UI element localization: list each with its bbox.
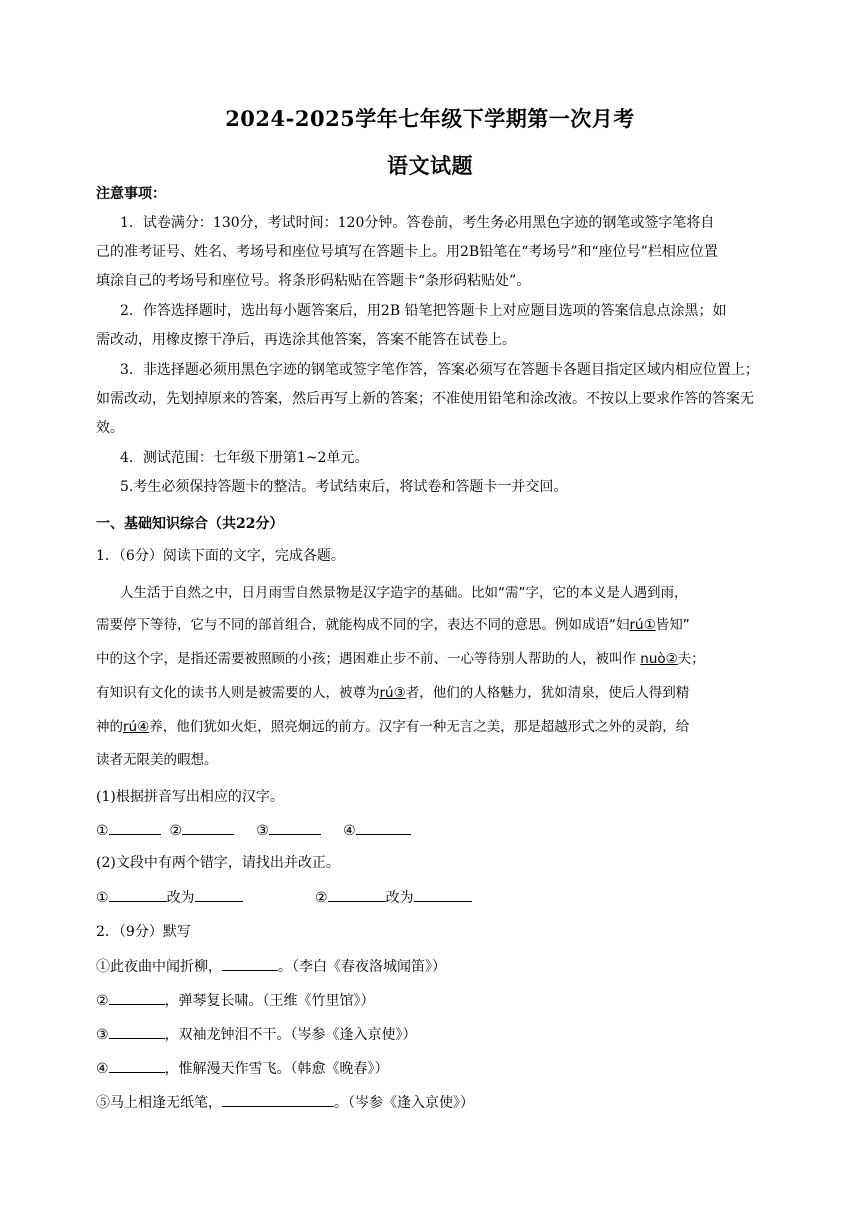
question-1-2-answers (96, 887, 768, 908)
passage-text: 需要停下等待，它与不同的部首组合，就能构成不同的字，表达不同的意思。例如成语“妇 (96, 617, 630, 633)
exam-title: 2024-2025学年七年级下学期第一次月考 (225, 106, 635, 131)
dictation-blank-1[interactable] (222, 956, 278, 971)
dictation-blank-2[interactable] (109, 990, 165, 1005)
passage-text: 者，他们的人格魅力，犹如清泉，使后人得到精 (405, 685, 690, 701)
notice-item-1-line-2: 己的准考证号、姓名、考场号和座位号填写在答题卡上。用2B铅笔在“考场号”和“座位号”栏相应位置 (96, 244, 718, 260)
passage-text: 中的这个字，是指还需要被照顾的小孩；遇困难止步不前、一心等待别人帮助的人，被叫作 (96, 651, 636, 667)
dictation-text: 。（李白《春夜洛城闻笛》） (278, 959, 446, 975)
dictation-item-5 (96, 1092, 768, 1113)
passage-text: 夫； (677, 651, 705, 667)
dictation-blank-4[interactable] (109, 1058, 165, 1073)
exam-subtitle: 语文试题 (387, 153, 473, 178)
notice-item-3-line-2: 如需改动，先划掉原来的答案，然后再写上新的答案；不准使用铅笔和涂改液。不按以上要求作答的答案无 (96, 391, 754, 407)
dictation-item-4 (96, 1058, 768, 1079)
passage-text: 皆知” (655, 617, 690, 633)
answer-blank-2[interactable] (182, 820, 234, 835)
passage-text: 养，他们犹如火炬，照亮炯远的前方。汉字有一种无言之美，那是超越形式之外的灵韵，给 (149, 719, 690, 735)
dictation-text: ④ (96, 1061, 109, 1077)
dictation-text: 。（岑参《逢入京使》） (334, 1095, 474, 1111)
dictation-item-1 (96, 956, 768, 977)
answer-label-1: ① (96, 823, 109, 839)
passage-line-4 (96, 683, 768, 703)
passage-text: 神的 (96, 719, 123, 735)
pinyin-blank-1: rú① (629, 617, 656, 633)
correction-right-1[interactable] (195, 887, 243, 902)
pinyin-blank-4: rú④ (123, 719, 150, 735)
answer-label-2: ② (169, 823, 183, 839)
notice-item-1-line-3: 填涂自己的考场号和座位号。将条形码粘贴在答题卡“条形码粘贴处”。 (96, 273, 531, 289)
dictation-item-3 (96, 1024, 768, 1045)
passage-line-1: 人生活于自然之中，日月雨雪自然景物是汉字造字的基础。比如“需”字，它的本义是人遇到雨， (120, 585, 688, 601)
section-1-heading: 一、基础知识综合（共22分） (96, 516, 284, 532)
answer-blank-4[interactable] (356, 820, 411, 835)
question-1-stem: 1．（6分）阅读下面的文字，完成各题。 (96, 548, 345, 564)
correction-wrong-1[interactable] (109, 887, 167, 902)
dictation-text: ③ (96, 1027, 109, 1043)
notice-item-4: 4．测试范围：七年级下册第1~2单元。 (120, 450, 369, 466)
passage-line-3 (96, 649, 768, 669)
question-1-1: (1)根据拼音写出相应的汉字。 (96, 789, 284, 805)
question-1-2: (2)文段中有两个错字，请找出并改正。 (96, 855, 340, 871)
notice-item-3-line-3: 效。 (96, 420, 124, 436)
passage-line-6: 读者无限美的暇想。 (96, 752, 218, 768)
notice-item-2-line-1: 2．作答选择题时，选出每小题答案后，用2B 铅笔把答题卡上对应题目选项的答案信息点涂黑；如 (120, 303, 727, 319)
dictation-text: ② (96, 993, 109, 1009)
dictation-text: ，双袖龙钟泪不干。（岑参《逢入京使》） (164, 1027, 417, 1043)
notice-heading: 注意事项： (96, 186, 166, 202)
question-2-stem: 2．（9分）默写 (96, 924, 191, 940)
correction-label-2: ② (315, 890, 328, 906)
dictation-blank-5[interactable] (222, 1092, 334, 1107)
answer-label-4: ④ (343, 823, 356, 839)
question-1-1-answers (96, 820, 768, 841)
correction-label-1: ① (96, 890, 109, 906)
pinyin-blank-2: nuò② (640, 651, 678, 667)
dictation-text: ①此夜曲中闻折柳， (96, 959, 222, 975)
notice-item-2-line-2: 需改动，用橡皮擦干净后，再选涂其他答案，答案不能答在试卷上。 (96, 332, 516, 348)
dictation-text: ，惟解漫天作雪飞。（韩愈《晚春》） (164, 1061, 389, 1077)
passage-line-5 (96, 717, 768, 737)
correction-wrong-2[interactable] (328, 887, 386, 902)
passage-line-2 (96, 615, 768, 635)
change-to-label: 改为 (385, 890, 414, 906)
answer-blank-1[interactable] (109, 820, 161, 835)
passage-text: 有知识有文化的读书人则是被需要的人，被尊为 (96, 685, 380, 701)
notice-item-5: 5.考生必须保持答题卡的整洁。考试结束后，将试卷和答题卡一并交回。 (120, 479, 568, 495)
notice-item-1-line-1: 1．试卷满分：130分，考试时间：120分钟。答卷前，考生务必用黑色字迹的钢笔或签字笔将自 (120, 215, 715, 231)
pinyin-blank-3: rú③ (379, 685, 406, 701)
dictation-item-2 (96, 990, 768, 1011)
dictation-text: ，弹琴复长啸。（王维《竹里馆》） (164, 993, 375, 1009)
dictation-text: ⑤马上相逢无纸笔， (96, 1095, 222, 1111)
dictation-blank-3[interactable] (109, 1024, 165, 1039)
answer-label-3: ③ (256, 823, 269, 839)
notice-item-3-line-1: 3．非选择题必须用黑色字迹的钢笔或签字笔作答，答案必须写在答题卡各题目指定区域内相应位置上； (120, 362, 759, 378)
answer-blank-3[interactable] (269, 820, 321, 835)
correction-right-2[interactable] (414, 887, 472, 902)
change-to-label: 改为 (166, 890, 195, 906)
